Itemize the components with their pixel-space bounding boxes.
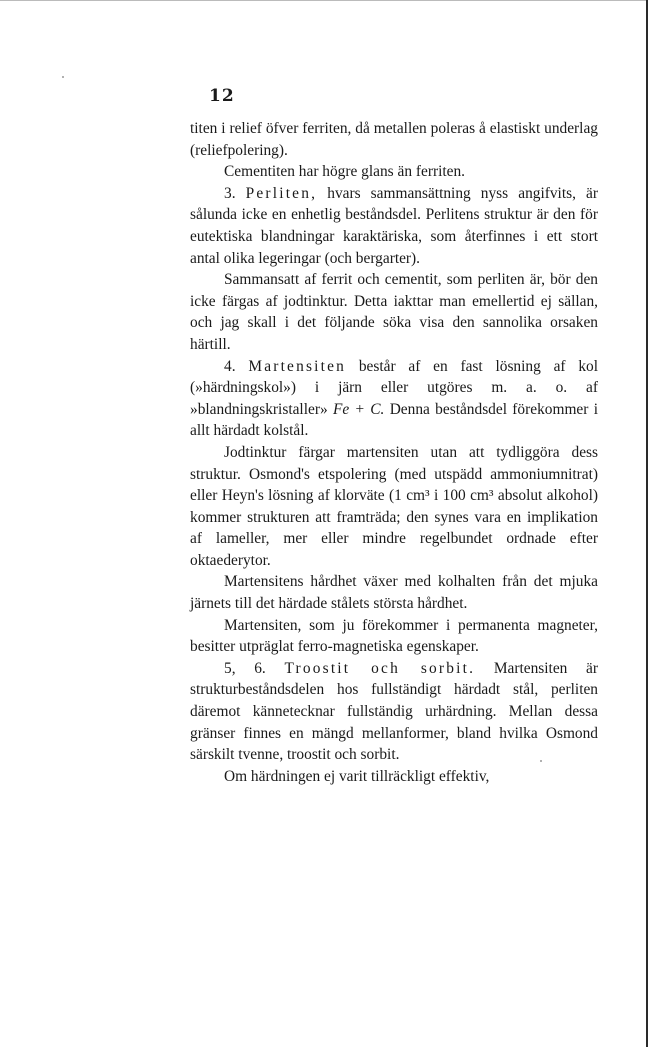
paragraph: Martensiten, som ju förekommer i permanenta magneter, besitter utpräglat ferro-magnetiska egenskaper. xyxy=(190,616,598,656)
scan-speck xyxy=(62,76,64,78)
paragraph: Jodtinktur färgar martensiten utan att tydliggöra dess struktur. Osmond's etspolering (med utspädd ammoniumnitrat) eller Heyn's lösning af klorväte (1 cm³ i 100 cm³ absolut alkohol) kommer strukturen att framträda; den synes vara en implikation af lameller, mer eller mindre regelbundet ordnade efter oktaederytor. xyxy=(190,443,598,569)
paragraph-martensite xyxy=(190,356,598,442)
section-number: 5, 6. xyxy=(224,659,266,677)
paragraph-text: Denna beståndsdel förekommer i allt härdadt kolstål. xyxy=(190,400,598,440)
section-term: Perliten, xyxy=(245,184,318,202)
body-text xyxy=(190,118,598,787)
paragraph: Cementiten har högre glans än ferriten. xyxy=(224,163,466,181)
page-edge-top xyxy=(0,0,648,1)
paragraph: Om härdningen ej varit tillräckligt effektiv, xyxy=(224,767,490,785)
section-term: Martensiten xyxy=(248,357,347,375)
section-term: Troostit och sorbit. xyxy=(284,659,476,677)
page-number: 12 xyxy=(209,86,235,106)
paragraph: titen i relief öfver ferriten, då metallen poleras å elastiskt underlag (reliefpolering). xyxy=(190,120,598,159)
paragraph-perlite xyxy=(190,183,598,269)
paragraph-text: Martensiten är strukturbeståndsdelen hos fullständigt härdadt stål, perliten däremot kännetecknar fullständig urhärdning. Mellan dessa gränser finnes en mängd mellanformer, bland hvilka Osmond särskilt tvenne, troostit och sorbit. xyxy=(190,659,598,764)
formula: Fe + C. xyxy=(332,400,385,418)
section-number: 4. xyxy=(224,357,236,375)
paragraph: Sammansatt af ferrit och cementit, som perliten är, bör den icke färgas af jodtinktur. Detta iakttar man emellertid ej sällan, och jag skall i det följande söka visa den sannolika orsaken härtill. xyxy=(190,271,598,353)
paragraph-text: består af en fast lösning af kol (»härdningskol») i järn eller utgöres m. a. o. af »blandningskristaller» xyxy=(190,357,598,418)
paragraph-troostite-sorbite xyxy=(190,658,598,766)
section-number: 3. xyxy=(224,184,236,202)
paragraph: Martensitens hårdhet växer med kolhalten från det mjuka järnets till det härdade stålets största hårdhet. xyxy=(190,573,598,613)
paragraph-text: hvars sammansättning nyss angifvits, är sålunda icke en enhetlig beståndsdel. Perlitens struktur är den för eutektiska blandningar karaktäriska, som återfinnes i ett stort antal olika legeringar (och bergarter). xyxy=(190,184,598,267)
